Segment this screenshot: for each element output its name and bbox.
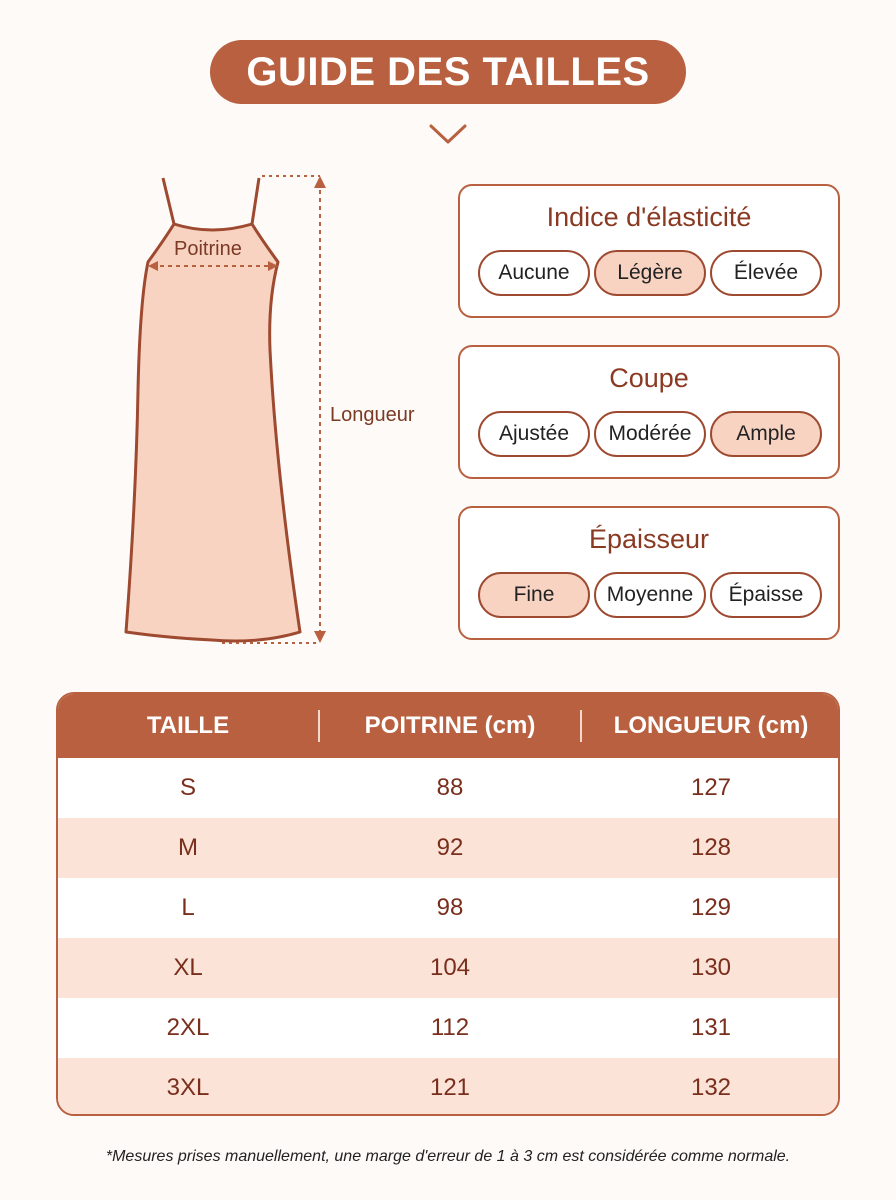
cell-size: M [178, 834, 198, 861]
table-row [58, 758, 838, 818]
cell-length: 130 [690, 954, 732, 981]
cell-length: 131 [690, 1014, 732, 1041]
cell-chest: 104 [429, 954, 471, 981]
fit-option-moderee[interactable]: Modérée [594, 411, 706, 457]
length-arrow-bottom [314, 631, 326, 643]
table-row [58, 938, 838, 998]
cell-size: 3XL [166, 1074, 210, 1101]
thickness-option-epaisse[interactable]: Épaisse [710, 572, 822, 618]
fit-card [458, 345, 840, 479]
cell-size: L [181, 894, 195, 921]
page-title: GUIDE DES TAILLES [210, 40, 686, 104]
left-strap [163, 178, 174, 224]
length-arrow-top [314, 176, 326, 188]
cell-length: 127 [690, 774, 732, 801]
dress-shape [126, 224, 300, 641]
cell-length: 132 [690, 1074, 732, 1101]
thickness-title: Épaisseur [588, 524, 710, 554]
cell-length: 128 [690, 834, 732, 861]
thickness-card [458, 506, 840, 640]
cell-size: S [179, 774, 196, 801]
header-taille: TAILLE [146, 712, 230, 739]
length-label: Longueur [330, 404, 415, 426]
cell-chest: 88 [436, 774, 464, 801]
elasticity-card [458, 184, 840, 318]
elasticity-option-aucune[interactable]: Aucune [478, 250, 590, 296]
footnote: *Mesures prises manuellement, une marge d'erreur de 1 à 3 cm est considérée comme normale. [105, 1148, 791, 1165]
elasticity-option-legere[interactable]: Légère [594, 250, 706, 296]
cell-chest: 98 [436, 894, 464, 921]
table-row [58, 1058, 838, 1116]
fit-option-ajustee[interactable]: Ajustée [478, 411, 590, 457]
chevron-down-icon [428, 122, 468, 146]
cell-size: XL [173, 954, 203, 981]
elasticity-title: Indice d'élasticité [546, 202, 752, 232]
header-poitrine: POITRINE (cm) [364, 712, 536, 739]
fit-title: Coupe [609, 363, 689, 393]
cell-chest: 92 [436, 834, 464, 861]
right-strap [252, 178, 259, 224]
thickness-option-fine[interactable]: Fine [478, 572, 590, 618]
table-header [58, 694, 838, 758]
cell-chest: 112 [430, 1014, 470, 1041]
chest-label: Poitrine [174, 238, 242, 260]
table-row [58, 998, 838, 1058]
cell-length: 129 [690, 894, 732, 921]
table-row [58, 878, 838, 938]
elasticity-option-elevee[interactable]: Élevée [710, 250, 822, 296]
fit-option-ample[interactable]: Ample [710, 411, 822, 457]
thickness-option-moyenne[interactable]: Moyenne [594, 572, 706, 618]
table-row [58, 818, 838, 878]
cell-chest: 121 [429, 1074, 471, 1101]
size-table [56, 692, 840, 1116]
cell-size: 2XL [166, 1014, 210, 1041]
header-longueur: LONGUEUR (cm) [613, 712, 809, 739]
